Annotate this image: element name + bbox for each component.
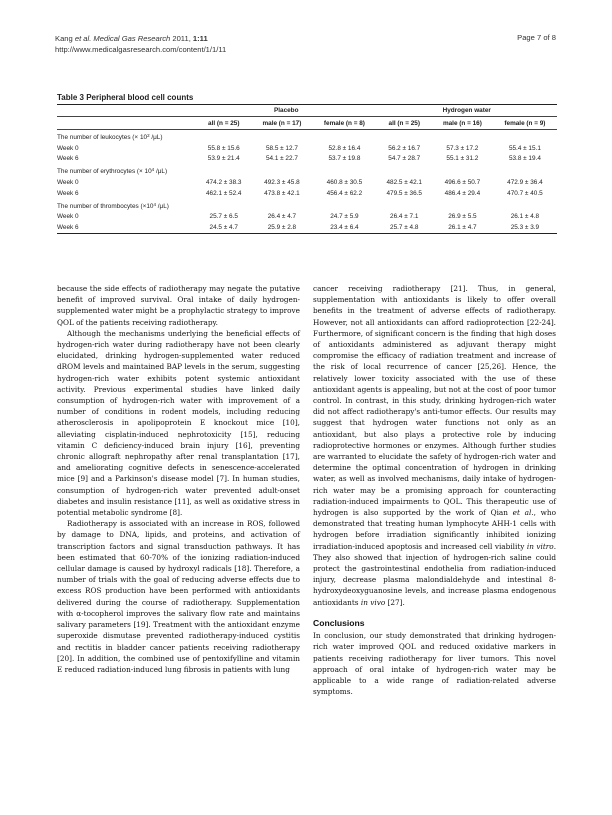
table-cell: 473.8 ± 42.1 [264,189,300,197]
table-row [57,188,557,199]
group-hydrogen-water: Hydrogen water [376,105,557,117]
column-header: male (n = 16) [432,117,493,130]
row-label: Week 6 [57,222,196,233]
table-cell: 25.9 ± 2.8 [252,222,313,233]
table-row [57,212,557,223]
row-label: Week 0 [57,144,79,152]
table-cell: 24.7 ± 5.9 [330,213,359,221]
table-cell: 460.8 ± 30.5 [326,179,363,187]
group-placebo: Placebo [196,105,376,117]
running-header [55,33,226,55]
column-header: all (n = 25) [196,117,252,130]
table-cell: 492.3 ± 45.8 [264,179,300,187]
paragraph: because the side effects of radiotherapy may negate the putative benefit of improved survival. Oral intake of daily hydrogen-supplemented water might be a prophylactic strategy to improve QOL of the patients receiving radiotherapy. [57,284,300,327]
table-cell: 486.4 ± 29.4 [444,189,481,197]
table-cell: 26.4 ± 4.7 [267,213,297,221]
paragraph: Radiotherapy is associated with an increase in ROS, followed by damage to DNA, lipids, and proteins, and activation of transcription factors and signal transduction pathways. It has been estimated that 60-70% of the ionizing radiation-induced cellular damage is caused by hydroxyl radicals [18]. Therefore, a number of trials with the goal of reducing adverse effects due to excess ROS production have been performed with antioxidants delivered during the course of radiotherapy. Supplementation with α-tocopherol improves the salivary flow rate and maintains salivary parameters [19]. Treatment with the antioxidant enzyme superoxide dismutase prevented radiotherapy-induced cystitis and rectitis in bladder cancer patients receiving radiotherapy [20]. In addition, the combined use of pentoxifylline and vitamin E reduced radiation-induced lung fibrosis in patients with lung [57,519,300,674]
table-cell: 26.1 ± 4.8 [510,213,540,221]
table-cell: 25.7 ± 4.8 [376,222,432,233]
table-cell: 472.9 ± 36.4 [507,179,543,187]
paragraph: cancer receiving radiotherapy [21]. Thus, in general, supplementation with antioxidants is likely to offer overall benefits in the treatment of adverse effects of radiotherapy. However, not all antioxidants can afford radioprotection [22-24]. Furthermore, of significant concern is the finding that high doses of antioxidants administered as adjuvant therapy might compromise the efficacy of radiation treatment and increase of the risk of local recurrence of cancer [25,26]. Hence, the relatively lower toxicity associated with the use of these antioxidant agents is appealing, but not at the cost of poor tumor control. In contrast, in this study, drinking hydrogen-rich water did not affect radiotherapy's anti-tumor effects. Our results may suggest that hydrogen water functions not only as an antioxidant, but also plays a protective role by inducing radioprotective hormones or enzymes. Although further studies are warranted to elucidate the safety of hydrogen-rich water and determine the optimal concentration of hydrogen in drinking water, as well as involved mechanisms, daily intake of hydrogen-rich water may be a promising approach for counteracting radiation-induced impairments to QOL. This therapeutic use of hydrogen is also supported by the work of Qian et al., who demonstrated that treating human lymphocyte AHH-1 cells with hydrogen before irradiation significantly inhibited ionizing irradiation-induced apoptosis and increased cell viability in vitro. They also showed that injection of hydrogen-rich saline could protect the gastrointestinal endothelia from radiation-induced injury, decrease plasma malondialdehyde and intestinal 8-hydroxydeoxyguanosine levels, and increase plasma endogenous antioxidants in vivo [27]. [313,284,557,607]
table-group-header [57,105,557,117]
section-label-row [57,199,557,212]
table-cell: 57.3 ± 17.2 [446,144,479,152]
table-cell: 26.4 ± 7.1 [390,213,419,221]
table-row [57,154,557,165]
column-header: all (n = 25) [376,117,432,130]
table-cell: 54.7 ± 28.7 [388,155,421,163]
section-label-row [57,164,557,177]
table-row [57,143,557,154]
table-cell: 56.2 ± 16.7 [388,144,421,152]
table-cell: 479.5 ± 36.5 [386,189,422,197]
table-cell: 456.4 ± 62.2 [326,189,363,197]
row-label: Week 6 [57,189,79,197]
section-label-erythrocytes: The number of erythrocytes (× $10^4$ /μL) [57,167,168,176]
table-cell: 55.1 ± 31.2 [446,155,479,163]
table-cell: 23.4 ± 6.4 [312,222,376,233]
table-cell: 53.8 ± 19.4 [508,155,541,163]
table-cell: 53.7 ± 19.8 [328,155,361,163]
table-title: Table 3 Peripheral blood cell counts [57,93,194,102]
table-cell: 54.1 ± 22.7 [265,155,298,163]
table-cell: 25.3 ± 3.9 [493,222,557,233]
table-cell: 55.4 ± 15.1 [508,144,541,152]
column-header: female (n = 8) [312,117,376,130]
section-label-leukocytes: The number of leukocytes (× $10^2$ /μL) [57,132,163,141]
table-cell: 482.5 ± 42.1 [386,179,422,187]
volume: 1:11 [192,34,208,43]
paragraph: Although the mechanisms underlying the beneficial effects of hydrogen-rich water during radiotherapy have not been clearly elucidated, drinking hydrogen-supplemented water reduced dROM levels and maintained BAP levels in the serum, suggesting hydrogen-rich water exhibits potent systemic antioxidant activity. Previous experimental studies have linked daily consumption of hydrogen-rich water with improvement of a number of conditions in rodent models, including reducing atherosclerosis in apolipoprotein E knockout mice [10], alleviating cisplatin-induced nephrotoxicity [15], reducing vitamin C deficiency-induced brain injury [16], preventing chronic allograft nephropathy after renal transplantation [17], and ameliorating cognitive defects in senescence-accelerated mice [9] and a Parkinson's disease model [7]. In human studies, consumption of hydrogen-rich water prevented adult-onset diabetes and insulin resistance [11], as well as oxidative stress in potential metabolic syndrome [8]. [57,328,300,518]
table-cell: 462.1 ± 52.4 [206,189,242,197]
table-cell: 52.8 ± 16.4 [328,144,361,152]
blood-cell-table [57,104,557,234]
table-column-header [57,117,557,130]
row-label: Week 6 [57,155,79,163]
table-cell: 55.8 ± 15.6 [207,144,240,152]
row-label: Week 0 [57,179,79,187]
journal-name: et al. Medical Gas Research [74,34,171,43]
table-cell: 25.7 ± 6.5 [209,213,238,221]
table-row [57,177,557,188]
page-number: Page 7 of 8 [517,33,556,42]
table-cell: 26.1 ± 4.7 [432,222,493,233]
paragraph: In conclusion, our study demonstrated that drinking hydrogen-rich water improved QOL and reduced oxidative markers in patients receiving radiotherapy for liver tumors. This novel approach of oral intake of hydrogen-rich water may be applicable to a wide range of radiation-related adverse symptoms. [313,631,556,697]
section-label-row [57,130,557,143]
body-column-right [313,283,556,697]
article-url[interactable]: http://www.medicalgasresearch.com/content/1/1/11 [55,45,227,54]
column-header: female (n = 9) [493,117,557,130]
body-column-left [57,283,300,675]
table-cell: 24.5 ± 4.7 [196,222,252,233]
column-header: male (n = 17) [252,117,313,130]
row-label: Week 0 [57,213,79,221]
table-cell: 58.5 ± 12.7 [265,144,298,152]
table-cell: 474.2 ± 38.3 [206,179,242,187]
table-cell: 26.9 ± 5.5 [448,213,477,221]
table-cell: 496.6 ± 50.7 [444,179,481,187]
section-heading-conclusions: Conclusions [313,617,365,628]
section-label-thrombocytes: The number of thrombocytes ($\times 10^4$ /μL) [57,201,169,210]
table-row [57,222,557,233]
citation: Kang et al. Medical Gas Research 2011, 1:11 [55,34,208,43]
table-cell: 470.7 ± 40.5 [507,189,543,197]
table-cell: 53.9 ± 21.4 [207,155,240,163]
